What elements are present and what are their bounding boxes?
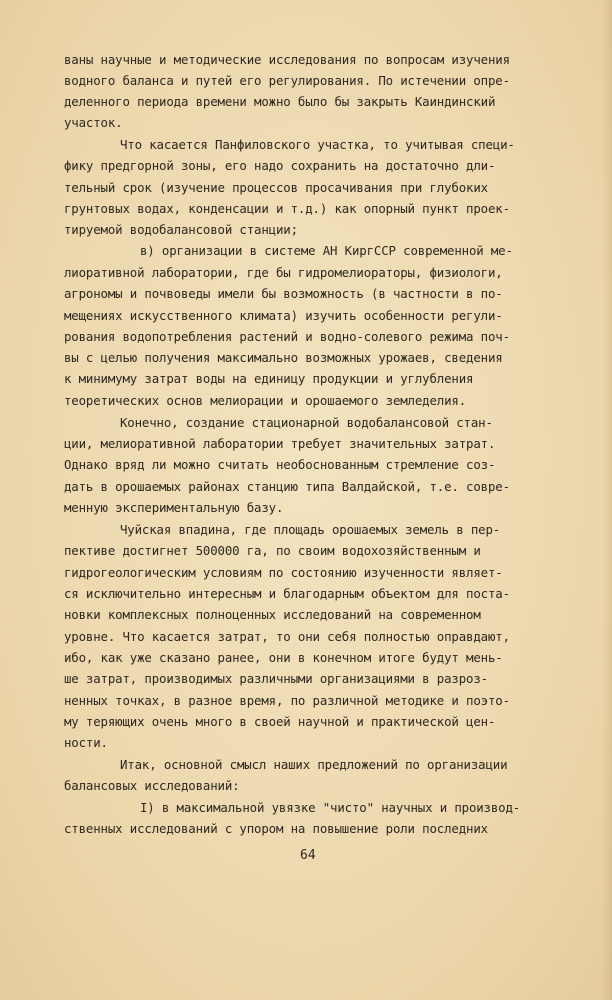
text-line: ше затрат, производимых различными организациями в разроз- bbox=[64, 671, 488, 686]
text-line: гидрогеологическим условиям по состоянию изученности являет- bbox=[64, 565, 503, 580]
text-line: деленного периода времени можно было бы закрыть Каиндинский bbox=[64, 94, 496, 109]
text-line: Однако вряд ли можно считать необоснованным стремление соз- bbox=[64, 457, 496, 472]
text-line: рования водопотребления растений и водно-солевого режима поч- bbox=[64, 329, 510, 344]
text-line: дать в орошаемых районах станцию типа Валдайской, т.е. совре- bbox=[64, 479, 510, 494]
text-line: ибо, как уже сказано ранее, они в конечном итоге будут мень- bbox=[64, 650, 503, 665]
text-line: водного баланса и путей его регулирования. По истечении опре- bbox=[64, 73, 510, 88]
text-line: I) в максимальной увязке "чисто" научных и производ- bbox=[140, 800, 521, 815]
text-line: участок. bbox=[64, 115, 123, 130]
text-line: уровне. Что касается затрат, то они себя полностью оправдают, bbox=[64, 629, 510, 644]
text-line: лиоративной лаборатории, где бы гидромелиораторы, физиологи, bbox=[64, 265, 503, 280]
text-line: Чуйская впадина, где площадь орошаемых земель в пер- bbox=[120, 522, 501, 537]
text-line: ся исключительно интересным и благодарным объектом для поста- bbox=[64, 586, 510, 601]
text-line: в) организации в системе АН КиргССР современной ме- bbox=[140, 243, 513, 258]
text-line: ваны научные и методические исследования по вопросам изучения bbox=[64, 52, 510, 67]
text-line: грунтовых водах, конденсации и т.д.) как опорный пункт проек- bbox=[64, 201, 510, 216]
text-line: ненных точках, в разное время, по различной методике и поэто- bbox=[64, 693, 510, 708]
text-line: ции, мелиоративной лаборатории требует значительных затрат. bbox=[64, 436, 496, 451]
text-line: Что касается Панфиловского участка, то учитывая специ- bbox=[120, 137, 515, 152]
text-line: му теряющих очень много в своей научной и практической цен- bbox=[64, 714, 496, 729]
text-line: мещениях искусственного климата) изучить особенности регули- bbox=[64, 308, 503, 323]
text-line: теоретических основ мелиорации и орошаемого земледелия. bbox=[64, 393, 467, 408]
text-line: вы с целью получения максимально возможных урожаев, сведения bbox=[64, 350, 503, 365]
text-line: фику предгорной зоны, его надо сохранить на достаточно дли- bbox=[64, 158, 496, 173]
text-line: ственных исследований с упором на повышение роли последних bbox=[64, 821, 488, 836]
text-line: ности. bbox=[64, 735, 108, 750]
text-line: тельный срок (изучение процессов просачивания при глубоких bbox=[64, 180, 488, 195]
text-line: агрономы и почвоведы имели бы возможность (в частности в по- bbox=[64, 286, 503, 301]
text-line: Конечно, создание стационарной водобалансовой стан- bbox=[120, 415, 493, 430]
page-number: 64 bbox=[300, 848, 316, 863]
text-line: Итак, основной смысл наших предложений по организации bbox=[120, 757, 508, 772]
text-line: к минимуму затрат воды на единицу продукции и углубления bbox=[64, 371, 474, 386]
page-edge-shadow bbox=[602, 0, 612, 1000]
text-line: менную экспериментальную базу. bbox=[64, 500, 284, 515]
text-line: новки комплексных полноценных исследований на современном bbox=[64, 607, 481, 622]
text-line: тируемой водобалансовой станции; bbox=[64, 222, 298, 237]
text-line: пективе достигнет 500000 га, по своим водохозяйственным и bbox=[64, 543, 481, 558]
text-line: балансовых исследований: bbox=[64, 778, 240, 793]
